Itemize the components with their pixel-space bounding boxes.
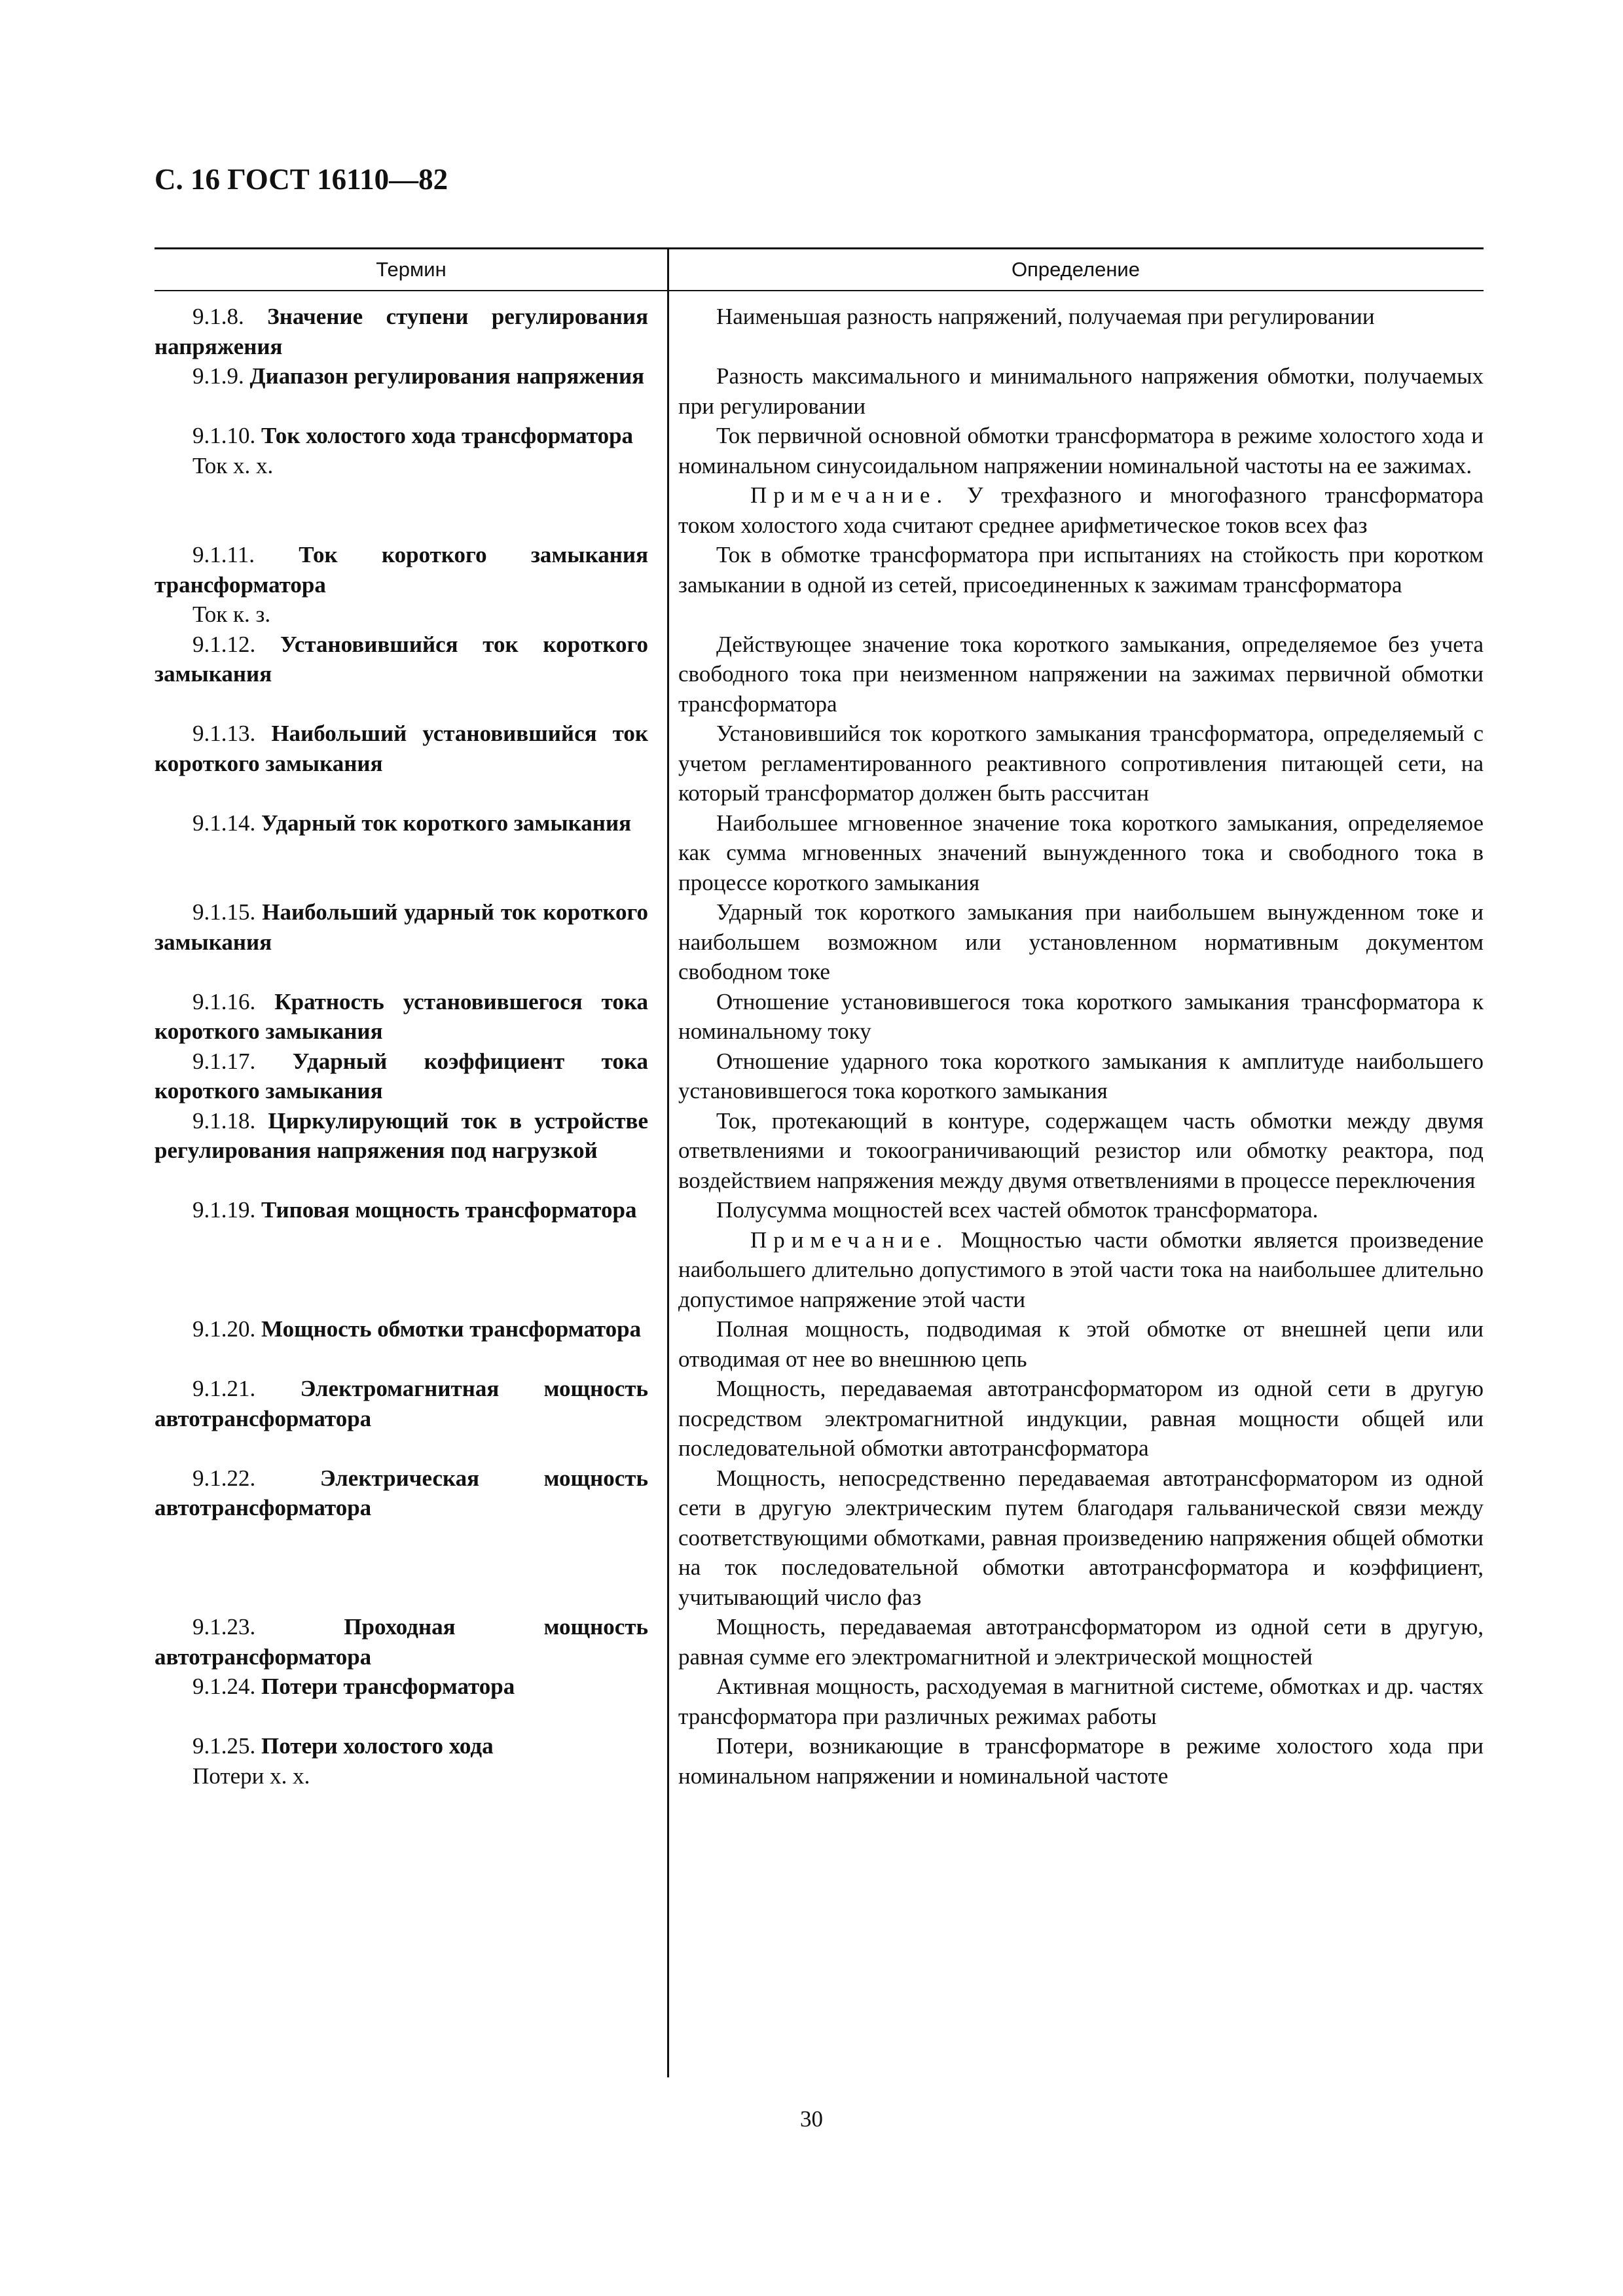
table-row <box>155 540 1484 630</box>
term-cell <box>155 897 668 987</box>
term-cell <box>155 1731 668 1791</box>
term-abbreviation: Ток х. х. <box>192 452 274 478</box>
term-line <box>155 1374 648 1433</box>
term-number: 9.1.19. <box>192 1197 256 1223</box>
table-row <box>155 1612 1484 1672</box>
definition-text: Разность максимального и минимального напряжения обмотки, получаемых при регулировании <box>678 363 1484 419</box>
term-number: 9.1.8. <box>192 304 244 329</box>
definition-text: Потери, возникающие в трансформаторе в режиме холостого хода при номинальном напряжении и номинальной частоте <box>678 1733 1484 1789</box>
term-line <box>155 540 648 600</box>
table-row <box>155 361 1484 421</box>
table-row <box>155 1314 1484 1374</box>
definition-text: Мощность, передаваемая автотрансформатором из одной сети в другую, равная сумме его электромагнитной и электрической мощностей <box>678 1614 1484 1670</box>
term-number: 9.1.11. <box>192 542 255 567</box>
term-number: 9.1.22. <box>192 1465 256 1491</box>
term-name: Потери трансформатора <box>261 1674 515 1699</box>
term-cell <box>155 1612 668 1672</box>
term-number: 9.1.9. <box>192 363 244 389</box>
term-number: 9.1.25. <box>192 1733 256 1759</box>
definition-cell <box>668 808 1484 898</box>
term-cell <box>155 808 668 898</box>
term-name: Установившийся ток короткого замыкания <box>155 631 649 687</box>
note-text: У трехфазного и многофазного трансформатора током холостого хода считают среднее арифметическое токов всех фаз <box>678 482 1484 538</box>
term-line <box>155 1612 648 1672</box>
term-cell <box>155 1672 668 1731</box>
note-label: Примечание. <box>750 1227 949 1253</box>
term-cell <box>155 1195 668 1314</box>
term-line <box>155 1047 648 1106</box>
definition-cell <box>668 361 1484 421</box>
definition-text: Ударный ток короткого замыкания при наибольшем вынужденном токе и наибольшем возможном или установленном нормативным документом свободном токе <box>678 899 1484 984</box>
definition-cell <box>668 1463 1484 1613</box>
term-line <box>155 1314 648 1344</box>
definition-cell <box>668 1612 1484 1672</box>
definition-cell <box>668 421 1484 540</box>
table-row <box>155 1463 1484 1613</box>
term-name: Типовая мощность трансформатора <box>261 1197 637 1223</box>
page-number: 30 <box>800 2106 823 2132</box>
term-cell <box>155 987 668 1047</box>
term-line <box>155 1106 648 1166</box>
definition-text: Ток первичной основной обмотки трансформатора в режиме холостого хода и номинальном синусоидальном напряжении номинальной частоты на ее зажимах. <box>678 423 1484 478</box>
definition-text: Отношение ударного тока короткого замыкания к амплитуде наибольшего установившегося тока короткого замыкания <box>678 1048 1484 1103</box>
term-number: 9.1.24. <box>192 1674 256 1699</box>
term-name: Проходная мощность автотрансформатора <box>155 1614 648 1670</box>
term-name: Ток холостого хода трансформатора <box>261 423 634 448</box>
definition-cell <box>668 1672 1484 1731</box>
note-text: Мощностью части обмотки является произведение наибольшего длительно допустимого в этой части тока на наибольшее длительно допустимое напряжение этой части <box>678 1227 1484 1312</box>
definition-text: Отношение установившегося тока короткого замыкания трансформатора к номинальному току <box>678 988 1484 1044</box>
column-header-term: Термин <box>376 258 447 281</box>
term-cell <box>155 540 668 630</box>
term-line <box>155 361 648 391</box>
term-name: Ударный ток короткого замыкания <box>261 810 632 836</box>
term-cell <box>155 630 668 719</box>
definition-text: Наименьшая разность напряжений, получаемая при регулировании <box>716 304 1375 329</box>
term-cell <box>155 1106 668 1196</box>
term-cell <box>155 361 668 421</box>
term-number: 9.1.10. <box>192 423 256 448</box>
definition-cell <box>668 1047 1484 1106</box>
definition-text: Активная мощность, расходуемая в магнитной системе, обмотках и др. частях трансформатора при различных режимах работы <box>678 1674 1484 1729</box>
term-line <box>155 897 648 957</box>
term-line <box>155 987 648 1047</box>
definition-text: Установившийся ток короткого замыкания трансформатора, определяемый с учетом регламентированного реактивного сопротивления питающей сети, на который трансформатор должен быть рассчитан <box>678 721 1484 806</box>
term-name: Электромагнитная мощность автотрансформатора <box>155 1376 649 1431</box>
table-row <box>155 630 1484 719</box>
table-row <box>155 897 1484 987</box>
definition-text: Мощность, передаваемая автотрансформатором из одной сети в другую посредством электромагнитной индукции, равная мощности общей или последовательной обмотки автотрансформатора <box>678 1376 1484 1461</box>
term-number: 9.1.15. <box>192 899 256 925</box>
table-row <box>155 719 1484 808</box>
column-header-definition: Определение <box>1011 258 1140 281</box>
definition-text: Ток в обмотке трансформатора при испытаниях на стойкость при коротком замыкании в одной из сетей, присоединенных к зажимам трансформатора <box>678 542 1484 598</box>
table-row <box>155 808 1484 898</box>
definition-cell <box>668 1731 1484 1791</box>
definition-text: Полная мощность, подводимая к этой обмотке от внешней цепи или отводимая от нее во внешнюю цепь <box>678 1316 1484 1372</box>
term-cell <box>155 302 668 361</box>
table-header <box>155 247 1484 291</box>
term-name: Наибольший установившийся ток короткого замыкания <box>155 721 648 776</box>
table-row <box>155 1195 1484 1314</box>
term-abbreviation: Ток к. з. <box>192 601 271 627</box>
term-number: 9.1.21. <box>192 1376 256 1401</box>
term-number: 9.1.13. <box>192 721 256 746</box>
term-cell <box>155 1463 668 1613</box>
definition-note <box>678 1225 1484 1315</box>
definition-text: Мощность, непосредственно передаваемая автотрансформатором из одной сети в другую электрическим путем благодаря гальванической связи между соответствующими обмотками, равная произведению напряжения общей обмотки на ток последовательной обмотки автотрансформатора и коэффициент, учитывающий число фаз <box>678 1465 1484 1610</box>
term-cell <box>155 1047 668 1106</box>
term-line <box>155 421 648 451</box>
table-row <box>155 987 1484 1047</box>
term-number: 9.1.20. <box>192 1316 256 1342</box>
definition-note <box>678 480 1484 540</box>
term-cell <box>155 1314 668 1374</box>
term-cell <box>155 1374 668 1463</box>
definition-text: Действующее значение тока короткого замыкания, определяемое без учета свободного тока при неизменном напряжении на зажимах первичной обмотки трансформатора <box>678 631 1484 717</box>
table-body <box>155 291 1484 1791</box>
term-number: 9.1.23. <box>192 1614 256 1640</box>
terms-table <box>155 247 1484 1791</box>
term-name: Кратность установившегося тока короткого замыкания <box>155 988 648 1044</box>
term-name: Значение ступени регулирования напряжения <box>155 304 649 359</box>
term-line <box>155 1463 648 1523</box>
definition-text: Наибольшее мгновенное значение тока короткого замыкания, определяемое как сумма мгновенных значений вынужденного тока и свободного тока в процессе короткого замыкания <box>678 810 1484 895</box>
table-row <box>155 1731 1484 1791</box>
term-number: 9.1.14. <box>192 810 256 836</box>
definition-cell <box>668 897 1484 987</box>
term-number: 9.1.18. <box>192 1107 256 1134</box>
definition-text: Полусумма мощностей всех частей обмоток трансформатора. <box>716 1197 1319 1223</box>
table-row <box>155 302 1484 361</box>
table-row <box>155 1106 1484 1196</box>
definition-cell <box>668 302 1484 361</box>
table-row <box>155 421 1484 540</box>
term-line <box>155 1672 648 1702</box>
term-name: Циркулирующий ток в устройстве регулирования напряжения под нагрузкой <box>155 1107 648 1163</box>
term-name: Диапазон регулирования напряжения <box>249 363 645 389</box>
definition-cell <box>668 1195 1484 1314</box>
table-row <box>155 1672 1484 1731</box>
term-name: Потери холостого хода <box>261 1733 494 1759</box>
term-line <box>155 630 648 689</box>
term-line <box>155 808 648 838</box>
definition-text: Ток, протекающий в контуре, содержащем часть обмотки между двумя ответвлениями и токоограничивающий резистор или обмотку реактора, под воздействием напряжения между двумя ответвлениями в процессе переключения <box>678 1107 1484 1193</box>
definition-cell <box>668 1314 1484 1374</box>
term-line <box>155 1195 648 1225</box>
term-abbreviation: Потери х. х. <box>192 1763 310 1789</box>
term-name: Наибольший ударный ток короткого замыкания <box>155 899 648 955</box>
definition-cell <box>668 630 1484 719</box>
term-name: Ударный коэффициент тока короткого замыкания <box>155 1048 648 1103</box>
term-cell <box>155 421 668 540</box>
term-cell <box>155 719 668 808</box>
term-number: 9.1.17. <box>192 1048 256 1074</box>
term-number: 9.1.16. <box>192 988 256 1014</box>
definition-cell <box>668 540 1484 630</box>
definition-cell <box>668 719 1484 808</box>
term-name: Ток короткого замыкания трансформатора <box>155 542 648 598</box>
term-line <box>155 302 648 361</box>
definition-cell <box>668 987 1484 1047</box>
table-row <box>155 1374 1484 1463</box>
term-name: Мощность обмотки трансформатора <box>261 1316 642 1342</box>
term-line <box>155 1731 648 1761</box>
table-row <box>155 1047 1484 1106</box>
definition-cell <box>668 1106 1484 1196</box>
term-name: Электрическая мощность автотрансформатора <box>155 1465 648 1520</box>
term-line <box>155 719 648 778</box>
term-number: 9.1.12. <box>192 631 256 657</box>
definition-cell <box>668 1374 1484 1463</box>
page-header: С. 16 ГОСТ 16110—82 <box>155 163 448 196</box>
note-label: Примечание. <box>750 482 949 508</box>
